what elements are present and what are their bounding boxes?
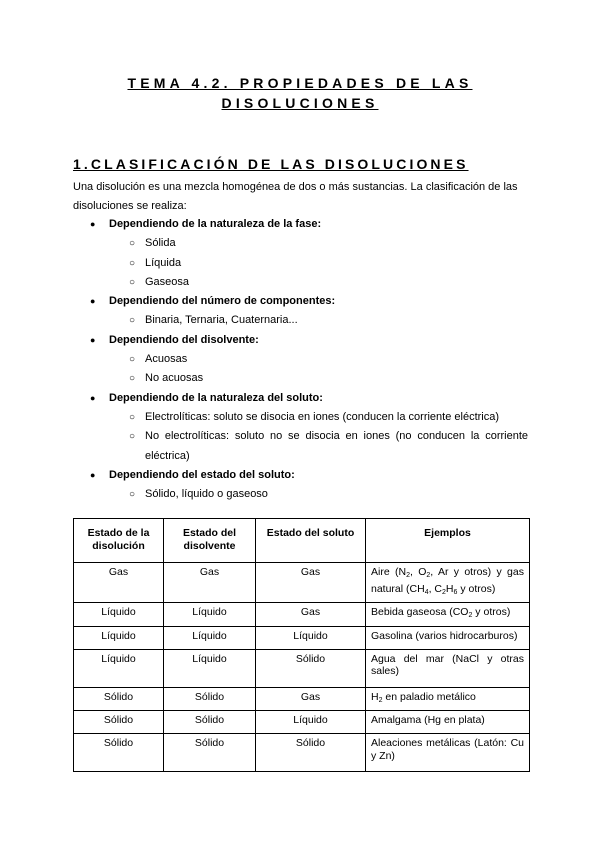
table-row: Sólido Sólido Sólido Aleaciones metálicas (Latón: Cu y Zn): [74, 734, 530, 772]
circle-bullet-icon: ○: [129, 431, 136, 443]
example-cell: Bebida gaseosa ($CO_2$ y otros): [366, 603, 530, 627]
list-item: ● Dependiendo del disolvente:: [0, 331, 600, 350]
sub-list-item: ○ Acuosas: [0, 350, 600, 369]
column-header: Estado de la disolución: [74, 519, 164, 563]
sub-list-item: ○ Gaseosa: [0, 273, 600, 292]
bullet-icon: ●: [90, 296, 96, 307]
column-header: Estado del soluto: [256, 519, 366, 563]
bullet-icon: ●: [90, 469, 96, 480]
circle-bullet-icon: ○: [129, 411, 136, 423]
intro-paragraph: Una disolución es una mezcla homogénea de dos o más sustancias. La clasificación de las disoluciones se realiza:: [73, 181, 518, 212]
table-row: Líquido Líquido Gas Bebida gaseosa ($CO_2$ y otros): [74, 603, 530, 627]
sub-list-item-continuation: eléctrica): [145, 449, 190, 462]
circle-bullet-icon: ○: [129, 315, 136, 327]
table-header-row: [74, 519, 530, 563]
circle-bullet-icon: ○: [129, 276, 136, 288]
list-item: ● Dependiendo de la naturaleza de la fase:: [0, 215, 600, 234]
column-header: Ejemplos: [366, 519, 530, 563]
title-line-2: DISOLUCIONES: [221, 95, 379, 111]
sub-list-item: ○ No acuosas: [0, 369, 600, 388]
circle-bullet-icon: ○: [129, 257, 136, 269]
circle-bullet-icon: ○: [129, 238, 136, 250]
example-cell: Gasolina (varios hidrocarburos): [366, 626, 530, 649]
sub-list-item: ○ Electrolíticas: soluto se disocia en iones (conducen la corriente eléctrica): [0, 408, 600, 427]
example-cell: Amalgama (Hg en plata): [366, 711, 530, 734]
column-header: Estado del disolvente: [164, 519, 256, 563]
example-cell: $H_2$ en paladio metálico: [366, 687, 530, 711]
section-heading: 1.CLASIFICACIÓN DE LAS DISOLUCIONES: [73, 156, 469, 172]
circle-bullet-icon: ○: [129, 354, 136, 366]
list-item: ● Dependiendo del estado del soluto:: [0, 466, 600, 485]
sub-list-item: ○ Sólido, líquido o gaseoso: [0, 485, 600, 504]
example-cell: Aleaciones metálicas (Latón: Cu y Zn): [366, 734, 530, 772]
bullet-icon: ●: [90, 219, 96, 229]
classification-list: [0, 215, 600, 504]
sub-list-item: ○ Binaria, Ternaria, Cuaternaria...: [0, 311, 600, 330]
table-row: Gas Gas Gas Aire ($N_2$, $O_2$, Ar y otros) y gas natural ($CH_4$, $C_2H_6$ y otros): [74, 563, 530, 603]
table-row: Sólido Sólido Líquido Amalgama (Hg en plata): [74, 711, 530, 734]
sub-list-item: ○ Sólida: [0, 234, 600, 253]
sub-list-item: ○ No electrolíticas: soluto no se disocia en iones (no conducen la corriente: [0, 427, 600, 446]
circle-bullet-icon: ○: [129, 373, 136, 385]
list-item: ● Dependiendo del número de componentes:: [0, 292, 600, 311]
table-row: Sólido Sólido Gas $H_2$ en paladio metálico: [74, 687, 530, 711]
example-cell: Aire ($N_2$, $O_2$, Ar y otros) y gas natural ($CH_4$, $C_2H_6$ y otros): [366, 563, 530, 603]
page-title: [60, 73, 540, 113]
bullet-icon: ●: [90, 334, 96, 345]
example-cell: Agua del mar (NaCl y otras sales): [366, 649, 530, 687]
solutions-table: [73, 518, 530, 772]
bullet-icon: ●: [90, 392, 96, 403]
sub-list-item: ○ Líquida: [0, 254, 600, 273]
table-row: Líquido Líquido Líquido Gasolina (varios hidrocarburos): [74, 626, 530, 649]
table-row: Líquido Líquido Sólido Agua del mar (NaCl y otras sales): [74, 649, 530, 687]
circle-bullet-icon: ○: [129, 489, 136, 501]
list-item: ● Dependiendo de la naturaleza del soluto:: [0, 389, 600, 408]
title-line-1: TEMA 4.2. PROPIEDADES DE LAS: [127, 75, 473, 91]
